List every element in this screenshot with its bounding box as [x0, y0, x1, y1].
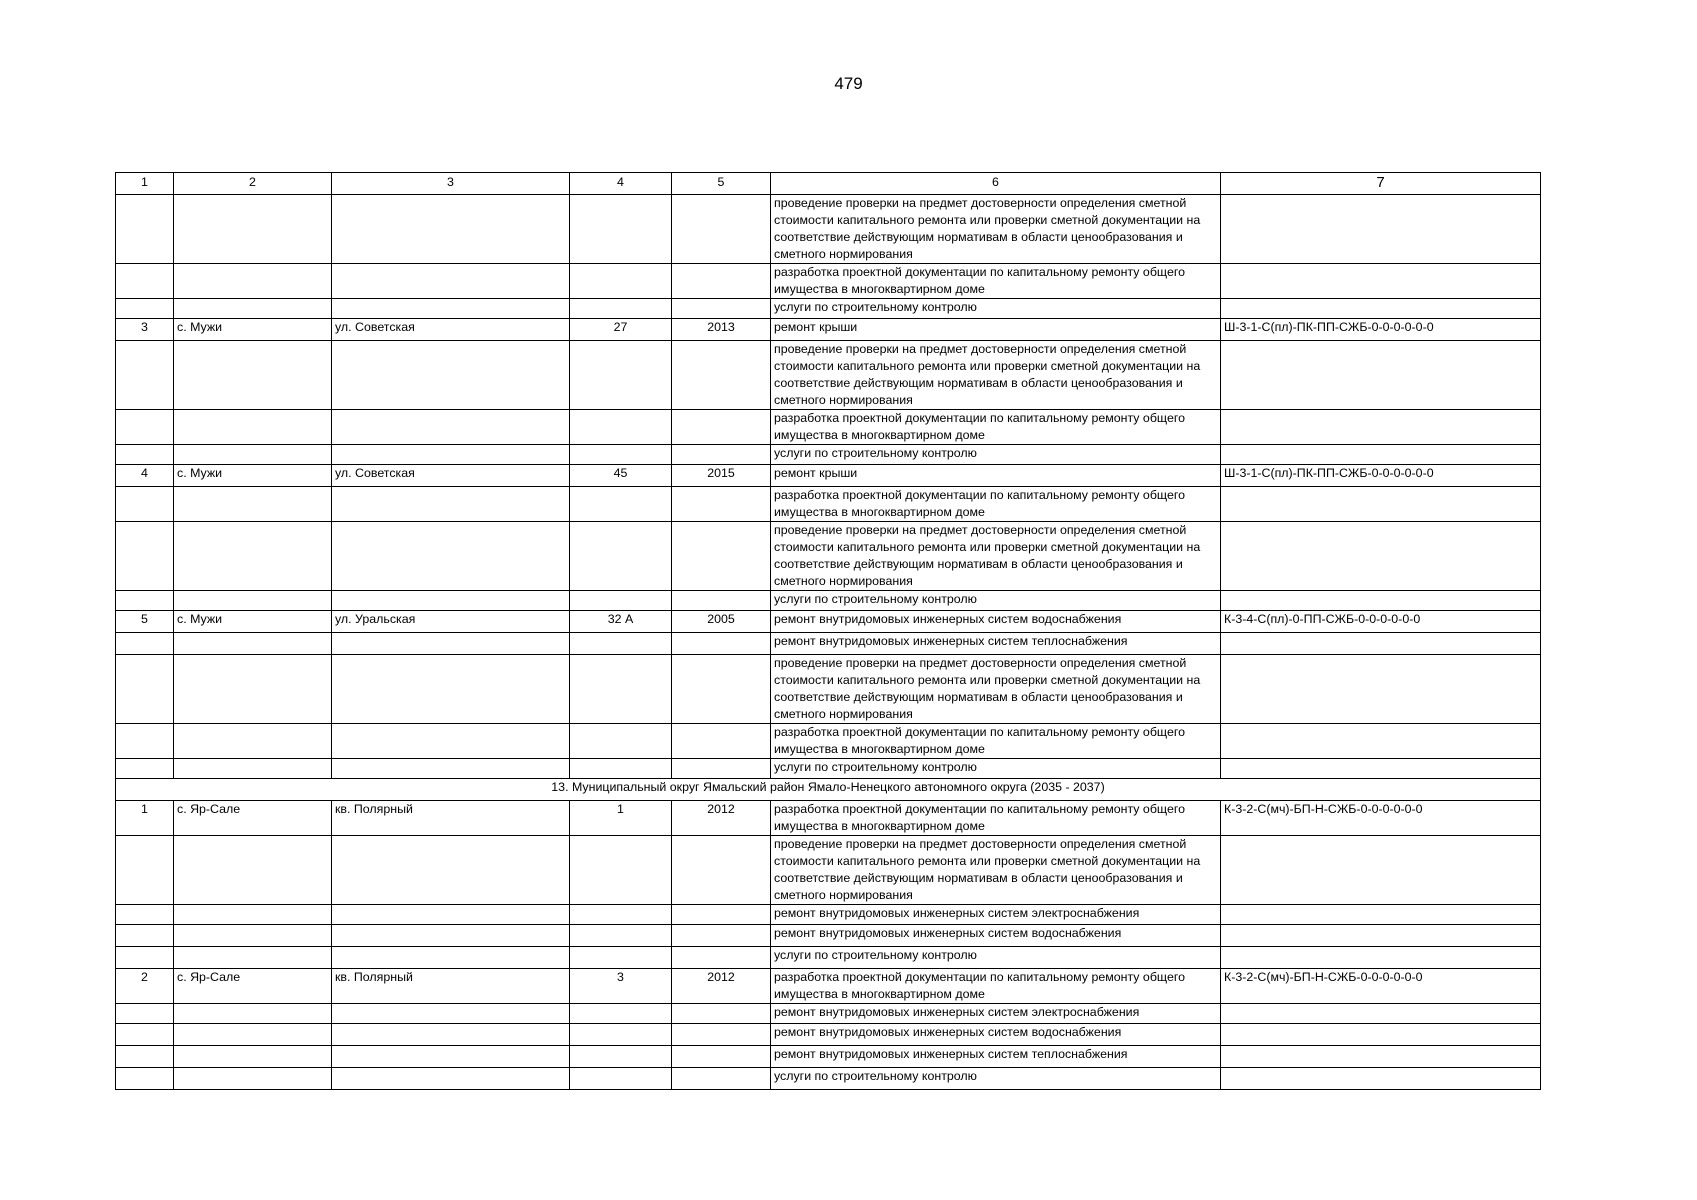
cell-house-code [1221, 1024, 1541, 1046]
cell-house-number: 32 А [570, 611, 672, 633]
cell-house-code [1221, 522, 1541, 591]
cell-house-number [570, 1004, 672, 1024]
cell-year-built: 2013 [672, 319, 771, 341]
cell-year-built [672, 264, 771, 299]
cell-house-number [570, 1068, 672, 1090]
cell-year-built [672, 947, 771, 969]
table-row [116, 969, 1541, 1004]
cell-street [332, 195, 570, 264]
cell-house-number [570, 591, 672, 611]
cell-street [332, 299, 570, 319]
table-row [116, 319, 1541, 341]
cell-street [332, 905, 570, 925]
cell-street [332, 264, 570, 299]
cell-street [332, 633, 570, 655]
cell-house-number [570, 487, 672, 522]
cell-row-number [116, 487, 174, 522]
table-row [116, 1068, 1541, 1090]
table-row [116, 836, 1541, 905]
cell-row-number [116, 759, 174, 779]
cell-year-built [672, 925, 771, 947]
table-row [116, 655, 1541, 724]
cell-house-code [1221, 759, 1541, 779]
cell-house-code [1221, 410, 1541, 445]
cell-house-number [570, 759, 672, 779]
cell-settlement: с. Мужи [174, 319, 332, 341]
cell-settlement: с. Мужи [174, 611, 332, 633]
cell-settlement [174, 195, 332, 264]
cell-settlement [174, 905, 332, 925]
cell-row-number [116, 905, 174, 925]
table-row [116, 1046, 1541, 1068]
table-row [116, 410, 1541, 445]
cell-street [332, 759, 570, 779]
cell-house-code [1221, 724, 1541, 759]
cell-year-built [672, 1024, 771, 1046]
cell-settlement [174, 947, 332, 969]
cell-row-number: 3 [116, 319, 174, 341]
cell-row-number [116, 410, 174, 445]
cell-house-code [1221, 655, 1541, 724]
cell-year-built [672, 836, 771, 905]
cell-year-built [672, 487, 771, 522]
cell-house-code [1221, 445, 1541, 465]
cell-work-type: разработка проектной документации по капитальному ремонту общего имущества в многоквартирном доме [771, 410, 1221, 445]
cell-house-number [570, 836, 672, 905]
cell-house-number [570, 264, 672, 299]
cell-work-type: ремонт внутридомовых инженерных систем водоснабжения [771, 925, 1221, 947]
cell-year-built [672, 445, 771, 465]
cell-street: ул. Советская [332, 319, 570, 341]
cell-work-type: ремонт крыши [771, 465, 1221, 487]
cell-house-number: 3 [570, 969, 672, 1004]
cell-house-number [570, 299, 672, 319]
cell-settlement [174, 724, 332, 759]
table-row [116, 947, 1541, 969]
cell-settlement [174, 633, 332, 655]
cell-settlement: с. Яр-Сале [174, 969, 332, 1004]
header-cell-col-7: 7 [1221, 173, 1541, 195]
cell-house-number: 45 [570, 465, 672, 487]
cell-row-number: 1 [116, 801, 174, 836]
cell-settlement [174, 445, 332, 465]
cell-row-number [116, 341, 174, 410]
cell-work-type: ремонт внутридомовых инженерных систем теплоснабжения [771, 633, 1221, 655]
cell-row-number [116, 633, 174, 655]
cell-house-number [570, 905, 672, 925]
cell-work-type: услуги по строительному контролю [771, 947, 1221, 969]
cell-year-built [672, 195, 771, 264]
cell-year-built [672, 341, 771, 410]
cell-work-type: ремонт внутридомовых инженерных систем водоснабжения [771, 1024, 1221, 1046]
cell-row-number [116, 655, 174, 724]
cell-house-number [570, 445, 672, 465]
cell-row-number [116, 1024, 174, 1046]
table-row [116, 759, 1541, 779]
cell-house-number [570, 410, 672, 445]
repair-register-table [115, 172, 1541, 1090]
cell-year-built [672, 655, 771, 724]
cell-street [332, 1024, 570, 1046]
cell-house-code [1221, 341, 1541, 410]
cell-row-number: 2 [116, 969, 174, 1004]
cell-work-type: проведение проверки на предмет достоверности определения сметной стоимости капитального ремонта или проверки сметной документации на соответствие действующим нормативам в области ценообразования и сметного нормирования [771, 655, 1221, 724]
cell-settlement [174, 836, 332, 905]
cell-house-number [570, 633, 672, 655]
cell-house-number [570, 522, 672, 591]
cell-house-code [1221, 299, 1541, 319]
cell-row-number [116, 724, 174, 759]
cell-work-type: ремонт крыши [771, 319, 1221, 341]
page-number: 479 [834, 74, 863, 93]
cell-settlement [174, 341, 332, 410]
table-row [116, 299, 1541, 319]
cell-house-code: К-3-4-С(пл)-0-ПП-СЖБ-0-0-0-0-0-0 [1221, 611, 1541, 633]
cell-row-number [116, 195, 174, 264]
cell-street: ул. Советская [332, 465, 570, 487]
cell-house-number [570, 1046, 672, 1068]
cell-street [332, 724, 570, 759]
header-cell-col-1: 1 [116, 173, 174, 195]
cell-year-built [672, 1068, 771, 1090]
cell-settlement [174, 925, 332, 947]
table-row [116, 522, 1541, 591]
cell-row-number [116, 299, 174, 319]
cell-street [332, 925, 570, 947]
cell-work-type: услуги по строительному контролю [771, 759, 1221, 779]
table-row [116, 801, 1541, 836]
header-cell-col-4: 4 [570, 173, 672, 195]
cell-house-code: Ш-3-1-С(пл)-ПК-ПП-СЖБ-0-0-0-0-0-0 [1221, 465, 1541, 487]
section-heading-row [116, 779, 1541, 801]
table-row [116, 487, 1541, 522]
table-row [116, 195, 1541, 264]
cell-row-number [116, 925, 174, 947]
cell-settlement [174, 759, 332, 779]
cell-work-type: проведение проверки на предмет достоверности определения сметной стоимости капитального ремонта или проверки сметной документации на соответствие действующим нормативам в области ценообразования и сметного нормирования [771, 522, 1221, 591]
table-row [116, 591, 1541, 611]
cell-street [332, 836, 570, 905]
cell-house-number [570, 341, 672, 410]
cell-street [332, 591, 570, 611]
cell-settlement [174, 264, 332, 299]
cell-settlement [174, 1046, 332, 1068]
table-row [116, 1024, 1541, 1046]
table-row [116, 724, 1541, 759]
cell-row-number [116, 947, 174, 969]
cell-row-number [116, 1046, 174, 1068]
table-row [116, 465, 1541, 487]
table-row [116, 925, 1541, 947]
cell-house-number [570, 195, 672, 264]
cell-settlement [174, 299, 332, 319]
cell-house-code [1221, 591, 1541, 611]
cell-row-number: 4 [116, 465, 174, 487]
cell-work-type: услуги по строительному контролю [771, 1068, 1221, 1090]
header-cell-col-6: 6 [771, 173, 1221, 195]
cell-street: ул. Уральская [332, 611, 570, 633]
cell-row-number [116, 836, 174, 905]
cell-house-code [1221, 195, 1541, 264]
cell-work-type: разработка проектной документации по капитальному ремонту общего имущества в многоквартирном доме [771, 801, 1221, 836]
cell-settlement [174, 1024, 332, 1046]
cell-settlement [174, 591, 332, 611]
cell-row-number [116, 591, 174, 611]
cell-work-type: ремонт внутридомовых инженерных систем водоснабжения [771, 611, 1221, 633]
cell-year-built [672, 299, 771, 319]
cell-house-number [570, 947, 672, 969]
cell-street [332, 947, 570, 969]
table-row [116, 611, 1541, 633]
cell-house-code [1221, 905, 1541, 925]
table-row [116, 445, 1541, 465]
cell-settlement [174, 1068, 332, 1090]
cell-house-code: Ш-3-1-С(пл)-ПК-ПП-СЖБ-0-0-0-0-0-0 [1221, 319, 1541, 341]
cell-work-type: проведение проверки на предмет достоверности определения сметной стоимости капитального ремонта или проверки сметной документации на соответствие действующим нормативам в области ценообразования и сметного нормирования [771, 341, 1221, 410]
cell-work-type: разработка проектной документации по капитальному ремонту общего имущества в многоквартирном доме [771, 487, 1221, 522]
cell-street [332, 1004, 570, 1024]
header-cell-col-2: 2 [174, 173, 332, 195]
cell-house-code: К-3-2-С(мч)-БП-Н-СЖБ-0-0-0-0-0-0 [1221, 801, 1541, 836]
cell-house-number: 27 [570, 319, 672, 341]
cell-house-code [1221, 925, 1541, 947]
cell-house-code [1221, 633, 1541, 655]
cell-work-type: проведение проверки на предмет достоверности определения сметной стоимости капитального ремонта или проверки сметной документации на соответствие действующим нормативам в области ценообразования и сметного нормирования [771, 836, 1221, 905]
cell-settlement [174, 522, 332, 591]
cell-year-built [672, 905, 771, 925]
cell-year-built: 2012 [672, 801, 771, 836]
cell-year-built [672, 1046, 771, 1068]
cell-year-built: 2005 [672, 611, 771, 633]
table-row [116, 905, 1541, 925]
cell-street [332, 655, 570, 724]
cell-house-code [1221, 1068, 1541, 1090]
cell-street: кв. Полярный [332, 801, 570, 836]
cell-house-number: 1 [570, 801, 672, 836]
section-heading: 13. Муниципальный округ Ямальский район Ямало-Ненецкого автономного округа (2035 - 2037) [116, 779, 1541, 801]
table-row [116, 264, 1541, 299]
cell-row-number [116, 264, 174, 299]
cell-row-number [116, 1068, 174, 1090]
cell-house-code [1221, 947, 1541, 969]
cell-street [332, 1068, 570, 1090]
cell-settlement [174, 487, 332, 522]
cell-year-built [672, 522, 771, 591]
table-header-row [116, 173, 1541, 195]
cell-work-type: разработка проектной документации по капитальному ремонту общего имущества в многоквартирном доме [771, 264, 1221, 299]
table-row [116, 633, 1541, 655]
table-body [116, 195, 1541, 1090]
cell-settlement [174, 655, 332, 724]
cell-work-type: разработка проектной документации по капитальному ремонту общего имущества в многоквартирном доме [771, 969, 1221, 1004]
cell-work-type: ремонт внутридомовых инженерных систем теплоснабжения [771, 1046, 1221, 1068]
cell-row-number [116, 1004, 174, 1024]
cell-house-number [570, 925, 672, 947]
cell-settlement: с. Мужи [174, 465, 332, 487]
header-cell-col-3: 3 [332, 173, 570, 195]
cell-house-code [1221, 487, 1541, 522]
cell-work-type: услуги по строительному контролю [771, 299, 1221, 319]
cell-year-built: 2015 [672, 465, 771, 487]
cell-street: кв. Полярный [332, 969, 570, 1004]
cell-house-code [1221, 1004, 1541, 1024]
cell-year-built [672, 1004, 771, 1024]
cell-work-type: услуги по строительному контролю [771, 445, 1221, 465]
cell-house-number [570, 724, 672, 759]
cell-street [332, 522, 570, 591]
cell-year-built [672, 410, 771, 445]
cell-house-code [1221, 836, 1541, 905]
table-row [116, 1004, 1541, 1024]
cell-work-type: разработка проектной документации по капитальному ремонту общего имущества в многоквартирном доме [771, 724, 1221, 759]
cell-row-number: 5 [116, 611, 174, 633]
cell-year-built [672, 724, 771, 759]
cell-row-number [116, 522, 174, 591]
cell-street [332, 410, 570, 445]
cell-house-code [1221, 264, 1541, 299]
cell-house-code [1221, 1046, 1541, 1068]
cell-house-code: К-3-2-С(мч)-БП-Н-СЖБ-0-0-0-0-0-0 [1221, 969, 1541, 1004]
cell-street [332, 445, 570, 465]
cell-work-type: ремонт внутридомовых инженерных систем электроснабжения [771, 905, 1221, 925]
cell-year-built: 2012 [672, 969, 771, 1004]
cell-street [332, 1046, 570, 1068]
cell-work-type: услуги по строительному контролю [771, 591, 1221, 611]
cell-year-built [672, 633, 771, 655]
cell-settlement: с. Яр-Сале [174, 801, 332, 836]
cell-year-built [672, 591, 771, 611]
header-cell-col-5: 5 [672, 173, 771, 195]
cell-settlement [174, 410, 332, 445]
cell-house-number [570, 1024, 672, 1046]
cell-work-type: проведение проверки на предмет достоверности определения сметной стоимости капитального ремонта или проверки сметной документации на соответствие действующим нормативам в области ценообразования и сметного нормирования [771, 195, 1221, 264]
cell-work-type: ремонт внутридомовых инженерных систем электроснабжения [771, 1004, 1221, 1024]
table-row [116, 341, 1541, 410]
cell-row-number [116, 445, 174, 465]
cell-house-number [570, 655, 672, 724]
cell-settlement [174, 1004, 332, 1024]
cell-street [332, 487, 570, 522]
cell-street [332, 341, 570, 410]
cell-year-built [672, 759, 771, 779]
